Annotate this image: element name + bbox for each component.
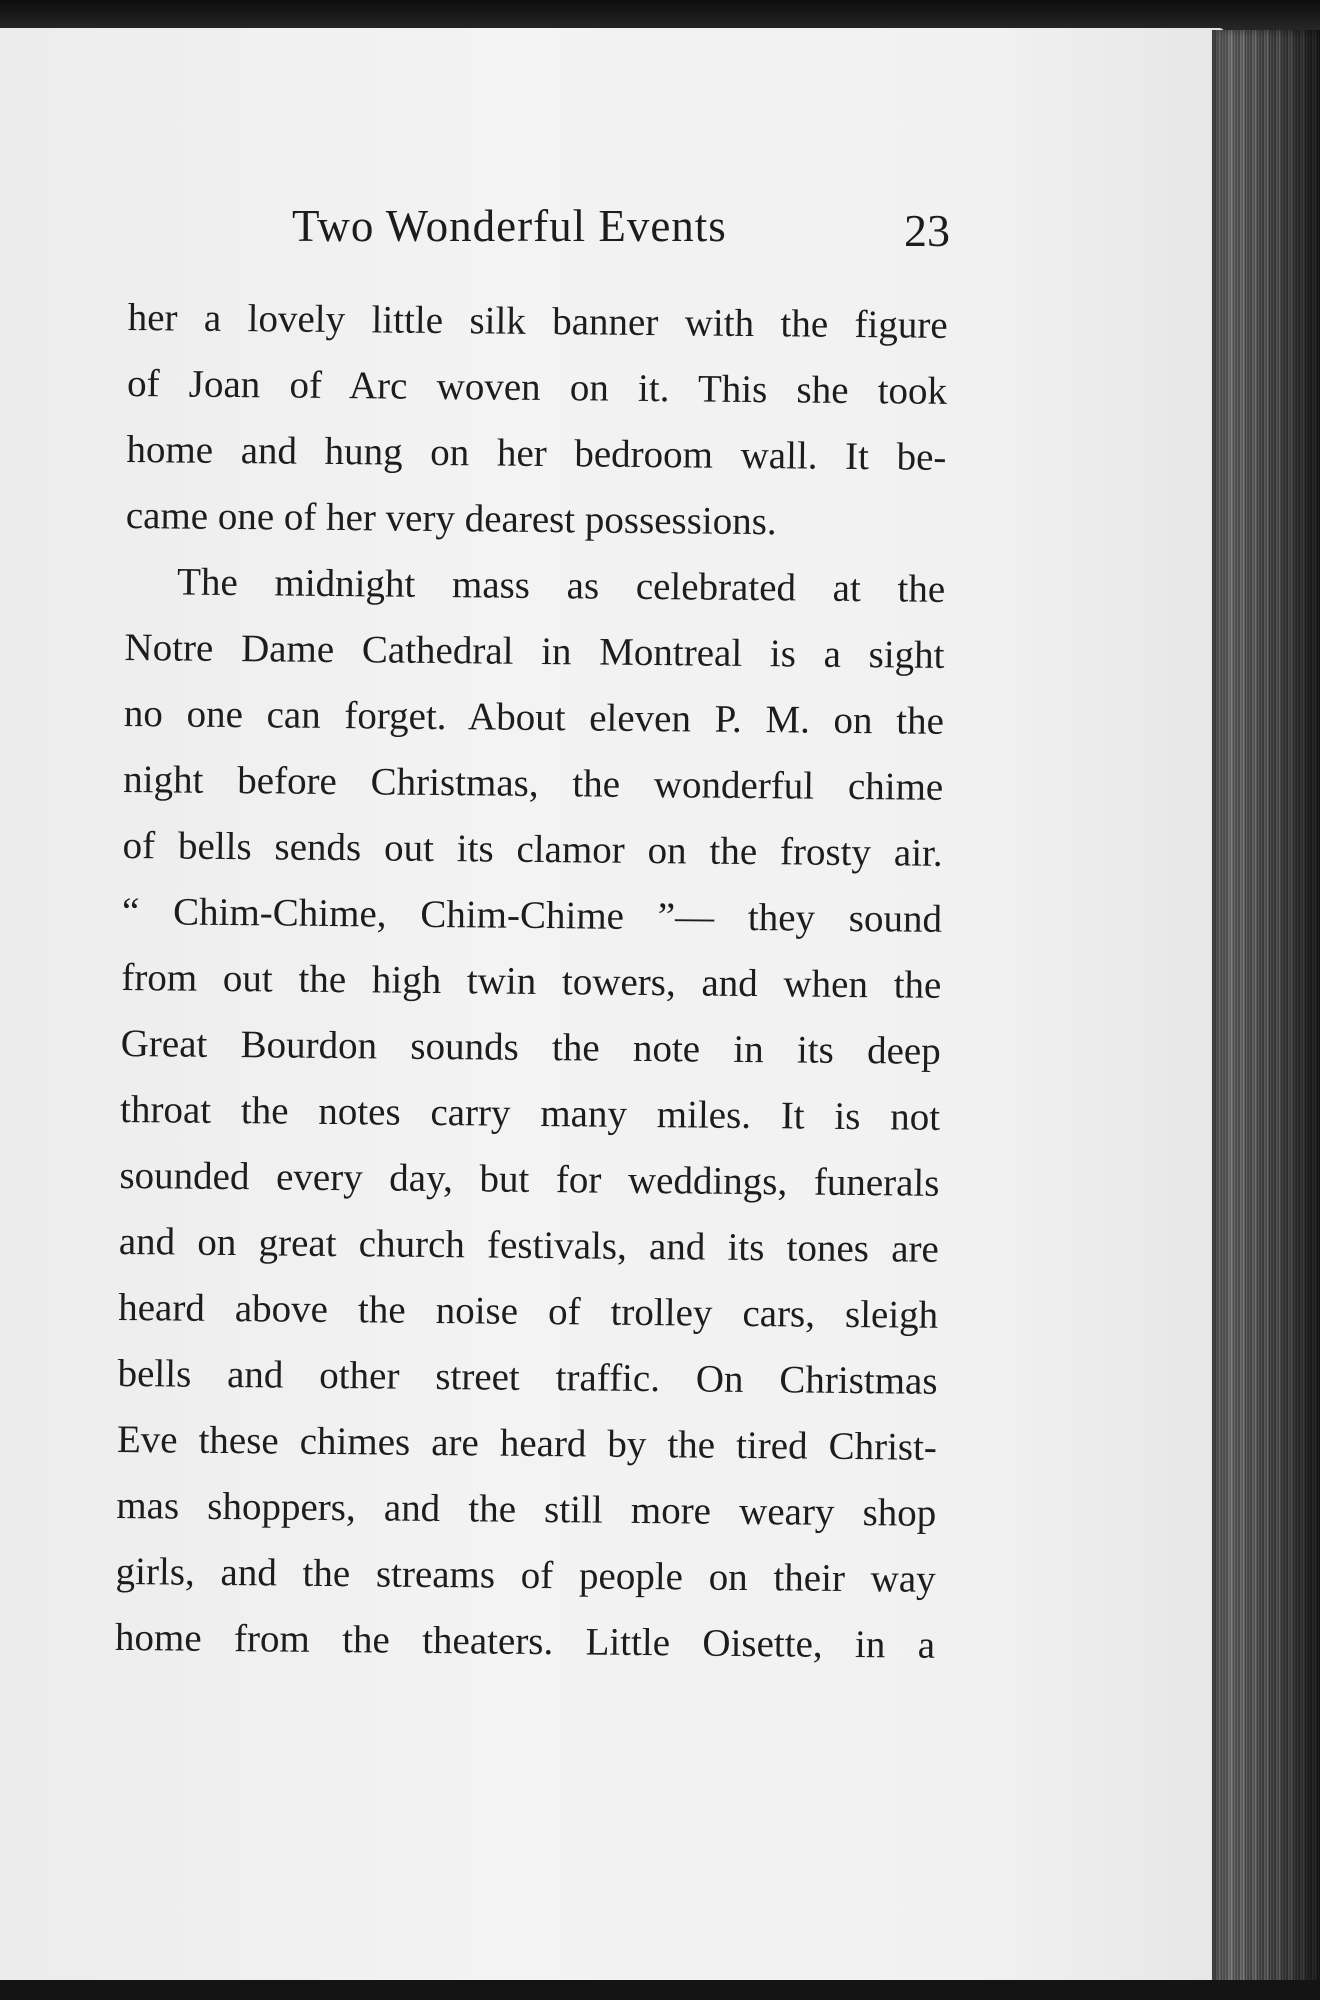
text-line: sounded every day, but for weddings, funerals (119, 1153, 940, 1205)
page-number: 23 (904, 205, 950, 256)
scan-bottom-border (0, 1980, 1320, 2000)
text-line: Great Bourdon sounds the note in its deep (120, 1021, 941, 1073)
text-line: night before Christmas, the wonderful chime (123, 757, 944, 809)
running-head (292, 200, 952, 270)
text-line: and on great church festivals, and its tones are (118, 1219, 940, 1271)
book-page-edges (1212, 30, 1320, 2000)
text-line: no one can forget. About eleven P. M. on the (123, 691, 945, 743)
text-line: mas shoppers, and the still more weary shop (116, 1483, 937, 1535)
text-line: throat the notes carry many miles. It is not (119, 1087, 941, 1139)
text-line: from out the high twin towers, and when the (121, 955, 942, 1007)
text-line: heard above the noise of trolley cars, sleigh (118, 1285, 939, 1337)
text-line: came one of her very dearest possessions. (125, 493, 777, 544)
text-line: home from the theaters. Little Oisette, in a (114, 1615, 936, 1667)
text-line: Eve these chimes are heard by the tired Christ- (116, 1417, 938, 1469)
text-line: of Joan of Arc woven on it. This she took (126, 361, 948, 413)
text-line: Notre Dame Cathedral in Montreal is a sight (124, 625, 945, 677)
text-line: her a lovely little silk banner with the figure (127, 295, 948, 347)
text-line: bells and other street traffic. On Christmas (117, 1351, 938, 1403)
text-line: home and hung on her bedroom wall. It be- (126, 427, 947, 479)
paragraph-first-line: The midnight mass as celebrated at the (176, 560, 946, 611)
text-line: of bells sends out its clamor on the frosty air. (122, 823, 943, 875)
running-head-title: Two Wonderful Events (292, 201, 727, 251)
body-text (115, 288, 948, 1682)
text-line: girls, and the streams of people on their way (115, 1549, 936, 1601)
text-line: “ Chim-Chime, Chim-Chime ”— they sound (121, 889, 943, 941)
